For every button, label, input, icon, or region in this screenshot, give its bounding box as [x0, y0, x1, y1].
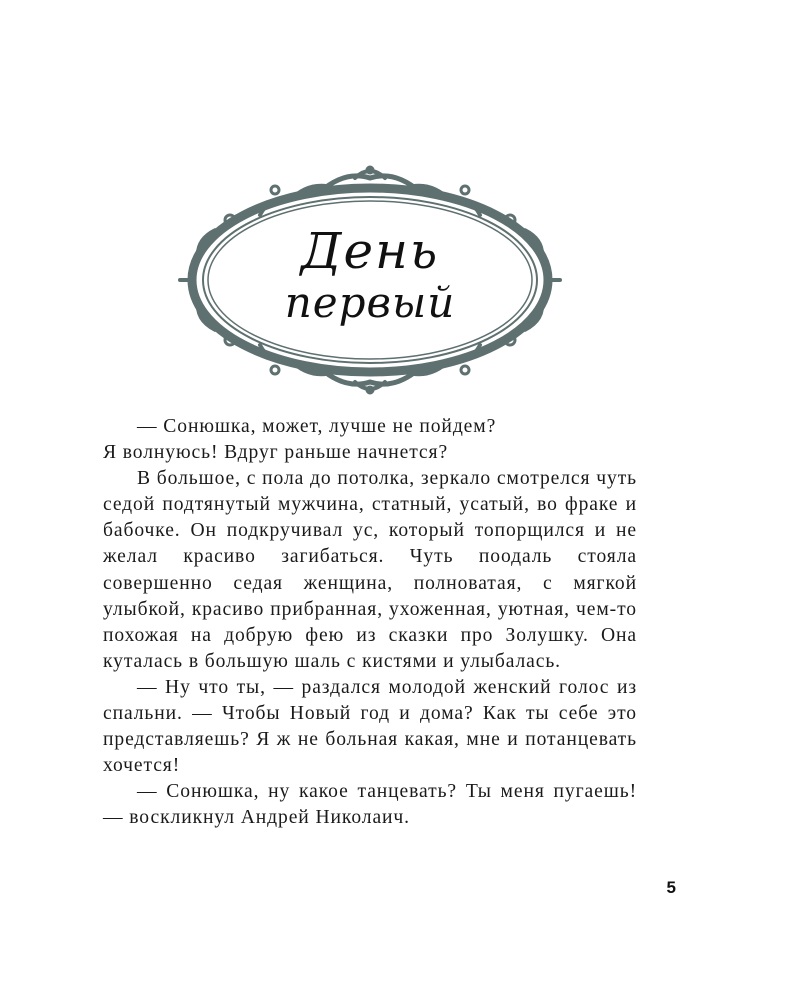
- page-number: 5: [666, 878, 676, 897]
- paragraph: — Сонюшка, ну какое танцевать? Ты меня пугаешь! — воскликнул Андрей Николаич.: [103, 781, 637, 829]
- chapter-heading-frame: [170, 160, 570, 400]
- paragraph: Я волнуюсь! Вдруг раньше начнется?: [103, 442, 449, 464]
- chapter-body-text: [103, 414, 637, 832]
- chapter-title-line1: День: [300, 222, 440, 280]
- paragraph: — Ну что ты, — раздался молодой женский голос из спальни. — Чтобы Новый год и дома? Как ты себе это представляешь? Я ж не больная какая, мне и потанцевать хочется!: [103, 676, 637, 777]
- paragraph: — Сонюшка, может, лучше не пойдем?: [137, 416, 497, 437]
- chapter-title-line2: первый: [284, 278, 456, 327]
- paragraph: В большое, с пола до потолка, зеркало смотрелся чуть седой подтянутый мужчина, статный, усатый, во фраке и бабочке. Он подкручивал ус, который топорщился и не желал красиво загибаться. Чуть поодаль стояла совершенно седая женщина, полноватая, с мягкой улыбкой, красиво прибранная, ухоженная, уютная, чем-то похожая на добрую фею из сказки про Золушку. Она куталась в большую шаль с кистями и улыбалась.: [103, 468, 637, 672]
